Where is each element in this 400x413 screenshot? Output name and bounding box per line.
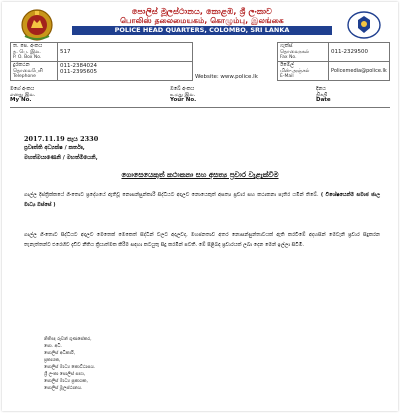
phone-value-1: 011-2384024 (60, 63, 97, 69)
fax-label-cell (278, 43, 329, 62)
national-emblem-icon (20, 8, 54, 42)
my-no-label-en: My No. (10, 97, 32, 103)
contact-info-table (10, 42, 390, 81)
police-logo-icon (346, 10, 382, 40)
po-box-label-si: ත. පෙ. අංකය (13, 43, 43, 49)
phone-label-ta: தொலைபேசி (13, 67, 43, 74)
fax-value-cell (329, 43, 390, 62)
po-box-label-cell (11, 43, 58, 62)
my-no-label-si: මගේ අංකය (10, 86, 35, 92)
fax-label-en: Fax No. (280, 55, 297, 60)
your-no-label-en: Your No. (170, 97, 197, 103)
addressee-line-1: ප්‍රවෘත්ති අධ්‍යක්ෂ / කර්තෘ, (24, 145, 85, 151)
header-title-tamil: பொலிஸ் தலைமையகம், கொழும்பு, இலங்கை (120, 16, 284, 25)
signature-line: ප්‍රකාශක, (44, 358, 61, 363)
phone-label-cell (11, 62, 58, 81)
header-title-sinhala: පොලිස් මූලස්ථානය, කොළඹ, ශ්‍රී ලංකාව (131, 7, 273, 16)
phone-label-si: දුරකථන (13, 62, 30, 68)
signature-line: ශ්‍රී ලංකා පොලිස් සභා, (44, 372, 86, 377)
po-box-value: 517 (60, 49, 71, 55)
website-cell (193, 62, 278, 81)
email-label-si: ඊමේල් (280, 62, 294, 68)
signature-line: පොලිස් මාධ්‍ය කොට්ඨාසය. (44, 365, 96, 370)
header-title-english: POLICE HEAD QUARTERS, COLOMBO, SRI LANKA (72, 26, 332, 35)
my-no-field (10, 87, 35, 104)
signature-line: පොලිස් මාධ්‍ය ප්‍රකාශක, (44, 379, 88, 384)
email-label-cell (278, 62, 329, 81)
phone-value-2: 011-2395605 (60, 69, 97, 75)
phone-label-en: Telephone (13, 74, 36, 79)
paragraph-1-emphasis: ( විශේෂයෙන්ම සමාජ ජාල මාධ්‍ය ඔස්සේ ) (24, 192, 381, 208)
po-box-label-ta: த. பெ. இல. (13, 48, 41, 55)
po-box-label-en: P. O. Box No. (13, 55, 42, 60)
fax-label-ta: தொலைநகல் (280, 48, 310, 55)
signature-block (44, 336, 95, 392)
date-field (316, 87, 331, 104)
paragraph-1 (24, 190, 380, 210)
signature-line: නිතිඥ රුවන් ගුණසේකර, (44, 337, 92, 342)
date-label-ta: திகதி (316, 91, 328, 98)
your-no-field (170, 87, 196, 104)
your-no-label-ta: உமது இல. (170, 91, 196, 98)
reference-row (10, 87, 390, 108)
letter-date: 2017.11.19 පැය 2330 (24, 135, 99, 143)
website-label: Website: (195, 73, 219, 80)
fax-value: 011-2329500 (331, 49, 368, 55)
my-no-label-ta: எனது இல. (10, 91, 36, 98)
signature-line: පොලිස් අධිකාරී, (44, 351, 76, 356)
paragraph-1-text: ගාල්ල දිස්ත්‍රික්කයේ ගිංතොට ප්‍රදේශයේ ඇතිවූ නොසන්සුන්කාරී සිද්ධියට අදාලව නොයෙකුත් අසත්‍ය ප්‍රචාර සහ කථාකනා පැතිර යමින් තිබේ. (24, 192, 319, 198)
signature-line: පො. අධි. (44, 344, 62, 349)
email-label-ta: மின்-அஞ்சல் (280, 67, 310, 74)
date-label-en: Date (316, 97, 331, 103)
phone-value-cell (58, 62, 193, 81)
email-value-cell (329, 62, 390, 81)
signature-line: පොලිස් මූලස්ථානය. (44, 386, 83, 391)
letter-page (2, 2, 398, 411)
email-label-en: E-Mail (280, 74, 294, 79)
your-no-label-si: ඔබේ අංකය (170, 86, 195, 92)
date-label-si: දිනය (316, 86, 326, 92)
email-link[interactable]: Policemedia@police.lk (331, 68, 387, 74)
fax-label-si: ෆැක්ස් (280, 43, 293, 49)
addressee-line-2: මහත්මයාණෙනි / මහත්මියෙනි, (24, 155, 98, 161)
paragraph-2: ගාල්ල ගිංතොට සිද්ධියට අදාලව මෙතෙක් මෙකෙත් සිද්ධීන් වලට අදාලවද, මහජනතාව අතර නොසන්සුන්තාවයක් ඇති කරවීමේ අදහසින් මෙවැනි ප්‍රචාර සිදුකරන තැනැත්තන්ට එරෙහිව දැඩිව නීතිය ක්‍රියාත්මක කිරීම සඳහා කටයුතු සිදු කරමින් පවතී. මේ පිළිබඳ ප්‍රචාරයක් ලබා දෙන මෙන් ඉල්ලා සිටිමි. (24, 232, 380, 248)
letter-subject: ගොසෙයෙකුත් කථාකනා සහ අසත්‍ය ප්‍රචාර වැළැක්වීම (121, 171, 279, 179)
website-link[interactable]: www.police.lk (220, 73, 258, 80)
po-box-value-cell (58, 43, 193, 62)
